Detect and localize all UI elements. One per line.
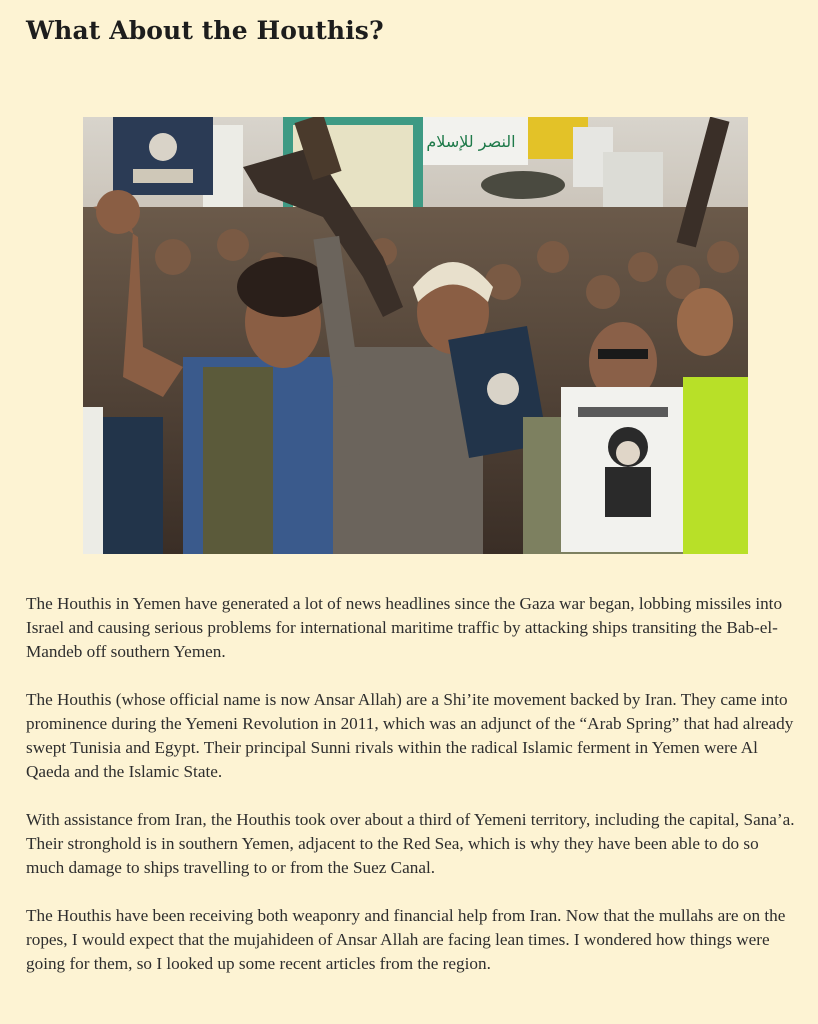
paragraph-3: With assistance from Iran, the Houthis took over about a third of Yemeni territory, including the capital, Sana’a. Their stronghold is in southern Yemen, adjacent to the Red Sea, which is why they have been able to do so much damage to ships travelling to or from the Suez Canal. bbox=[26, 810, 795, 877]
article-body bbox=[26, 592, 796, 1000]
article-title: What About the Houthis? bbox=[26, 16, 384, 45]
article-photo bbox=[83, 117, 748, 554]
paragraph-4: The Houthis have been receiving both weaponry and financial help from Iran. Now that the mullahs are on the ropes, I would expect that the mujahideen of Ansar Allah are facing lean times. I wondered how things were going for them, so I looked up some recent articles from the region. bbox=[26, 906, 786, 973]
paragraph-1: The Houthis in Yemen have generated a lot of news headlines since the Gaza war began, lobbing missiles into Israel and causing serious problems for international maritime traffic by attacking ships transiting the Bab-el-Mandeb off southern Yemen. bbox=[26, 594, 783, 661]
banner-text-right: النصر للإسلام bbox=[426, 132, 516, 151]
paragraph-2: The Houthis (whose official name is now Ansar Allah) are a Shi’ite movement backed by Iran. They came into prominence during the Yemeni Revolution in 2011, which was an adjunct of the “Arab Spring” that had already swept Tunisia and Egypt. Their principal Sunni rivals within the radical Islamic ferment in Yemen were Al Qaeda and the Islamic State. bbox=[26, 690, 794, 781]
